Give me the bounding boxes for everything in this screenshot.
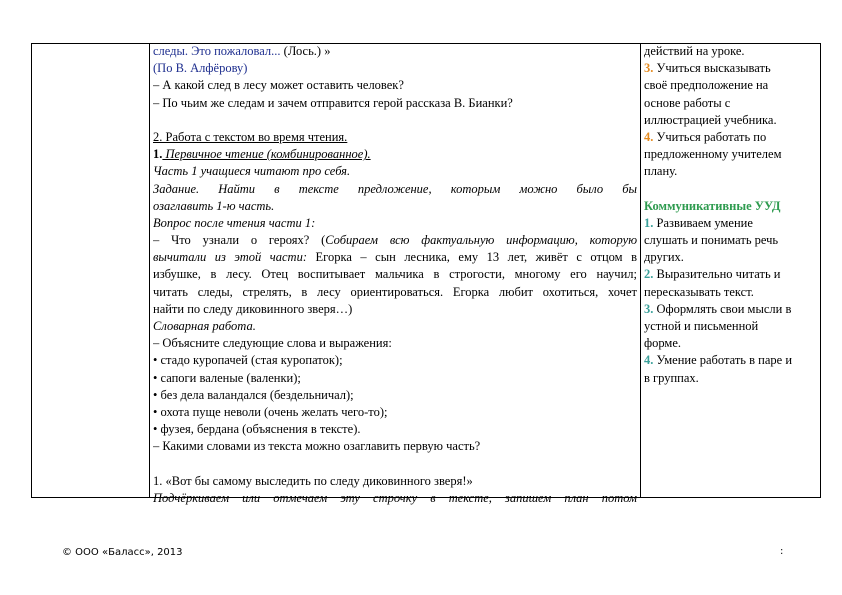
- text-line: – Объясните следующие слова и выражения:: [153, 336, 392, 351]
- uud-heading: Коммуникативные УУД: [644, 198, 781, 213]
- uud-item: 4. Учиться работать по: [644, 129, 767, 144]
- text-line: избушке, в лесу. Отец воспитывает мальчика в строгости, многому его научил;: [153, 267, 637, 282]
- list-item: • охота пуще неволи (очень желать чего-то);: [153, 404, 388, 419]
- list-item: • стадо куропачей (стая куропаток);: [153, 353, 343, 368]
- text-line: следы. Это пожаловал... (Лось.) »: [153, 44, 331, 58]
- uud-line: устной и письменной: [644, 319, 759, 333]
- table-right-border: [820, 43, 821, 498]
- uud-item: 1. Развиваем умение: [644, 215, 753, 230]
- lesson-table: [31, 43, 821, 505]
- list-item: • фузея, бердана (объяснения в тексте).: [153, 422, 361, 437]
- uud-item: 4. Умение работать в паре и: [644, 353, 793, 368]
- task-line: Задание. Найти в тексте предложение, которым можно было бы: [153, 181, 637, 196]
- uud-item: 3. Учиться высказывать: [644, 61, 771, 76]
- uud-line: слушать и понимать речь: [644, 233, 779, 248]
- section-heading: 2. Работа с текстом во время чтения.: [153, 129, 348, 144]
- uud-column: [644, 43, 820, 387]
- uud-line: иллюстрацией учебника.: [644, 112, 777, 127]
- vocabulary-heading: Словарная работа.: [153, 319, 256, 333]
- text-line: найти по следу диковинного зверя…): [153, 301, 353, 316]
- instruction-line: Часть 1 учащиеся читают про себя.: [153, 164, 351, 179]
- text-line: вычитали из этой части: Егорка – сын лесника, ему 13 лет, живёт с отцом в: [153, 250, 637, 265]
- instruction-line: Подчёркиваем или отмечаем эту строчку в тексте, запишем план потом: [153, 490, 637, 505]
- footer-mark: :: [780, 546, 784, 557]
- uud-line: в группах.: [644, 370, 699, 385]
- list-item: • без дела валандался (бездельничал);: [153, 387, 354, 402]
- uud-line: других.: [644, 250, 684, 265]
- uud-item: 3. Оформлять свои мысли в: [644, 301, 792, 316]
- question-heading: Вопрос после чтения части 1:: [153, 215, 316, 230]
- column-divider-1: [149, 43, 150, 498]
- footer-copyright: © ООО «Баласс», 2013: [62, 547, 183, 558]
- list-item: • сапоги валеные (валенки);: [153, 370, 301, 385]
- question-line: – По чьим же следам и зачем отправится герой рассказа В. Бианки?: [153, 95, 513, 110]
- uud-line: форме.: [644, 336, 681, 351]
- uud-line: основе работы с: [644, 95, 731, 110]
- uud-item: 2. Выразительно читать и: [644, 267, 781, 282]
- task-line: озаглавить 1-ю часть.: [153, 198, 275, 213]
- column-divider-2: [640, 43, 641, 498]
- text-line: читать следы, стрелять, в лесу ориентироваться. Егорка любит охотиться, хочет: [153, 284, 637, 299]
- plan-item: 1. «Вот бы самому выследить по следу диковинного зверя!»: [153, 473, 473, 488]
- text-line: – Что узнали о героях? (Собираем всю фактуальную информацию, которую: [153, 233, 637, 248]
- question-line: – А какой след в лесу может оставить человек?: [153, 78, 404, 93]
- subsection-heading: 1. Первичное чтение (комбинированное).: [153, 147, 371, 162]
- source-attribution: (По В. Алфёрову): [153, 61, 248, 76]
- question-line: – Какими словами из текста можно озаглавить первую часть?: [153, 439, 481, 454]
- uud-line: своё предположение на: [644, 78, 769, 93]
- main-content-column: [153, 43, 637, 507]
- uud-line: действий на уроке.: [644, 44, 745, 58]
- uud-line: пересказывать текст.: [644, 284, 754, 299]
- table-left-border: [31, 43, 32, 498]
- uud-line: плану.: [644, 164, 678, 179]
- uud-line: предложенному учителем: [644, 147, 782, 162]
